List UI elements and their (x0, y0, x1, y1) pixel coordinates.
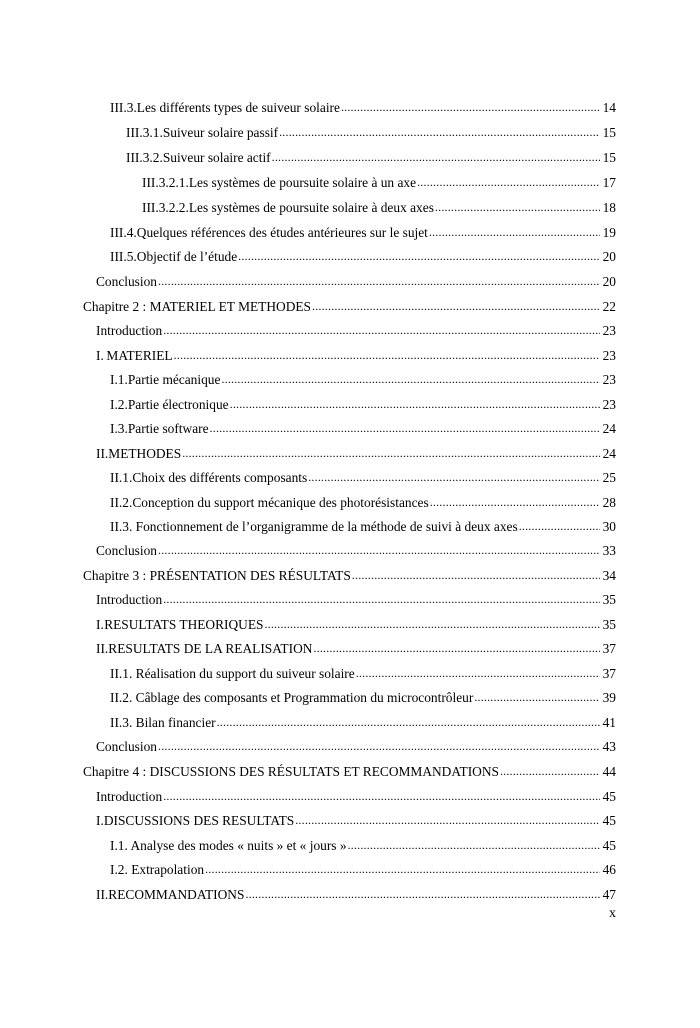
toc-entry-title: Quelques références des études antérieures sur le sujet (136, 225, 428, 240)
toc-entry-number: I.3. (110, 421, 128, 436)
toc-entry-number: I. (96, 813, 104, 828)
toc-entry[interactable] (126, 123, 616, 143)
toc-entry-number: III.3. (110, 100, 137, 115)
dot-leader (210, 418, 600, 438)
toc-entry-number: II. (96, 887, 109, 902)
toc-entry[interactable] (142, 198, 616, 218)
toc-entry-page: 45 (602, 813, 616, 828)
toc-entry-title: Conclusion (96, 543, 158, 558)
dot-leader (174, 345, 600, 365)
toc-entry-page: 35 (602, 592, 616, 607)
toc-entry-title: II.3. Bilan financier (110, 715, 216, 730)
toc-entry-number: III.4. (110, 225, 137, 240)
toc-entry-title: MATERIEL (106, 348, 173, 363)
toc-entry-page: 37 (602, 666, 616, 681)
toc-entry-title: Partie software (127, 421, 209, 436)
dot-leader (230, 394, 600, 414)
dot-leader (245, 884, 600, 904)
toc-entry-title: Introduction (96, 789, 163, 804)
toc-entry-page: 15 (602, 150, 616, 165)
toc-entry-page: 45 (602, 789, 616, 804)
toc-entry-page: 30 (602, 519, 616, 534)
dot-leader (308, 467, 600, 487)
toc-entry[interactable] (110, 395, 616, 415)
toc-entry-title: Chapitre 2 : MATERIEL ET METHODES (83, 299, 311, 314)
toc-entry-page: 24 (602, 421, 616, 436)
dot-leader (295, 810, 600, 830)
toc-entry[interactable] (96, 811, 616, 831)
toc-entry-title: I.2. Extrapolation (110, 862, 205, 877)
toc-entry-number: III.3.2. (126, 150, 163, 165)
dot-leader (417, 172, 600, 192)
toc-entry-number: III.5. (110, 249, 137, 264)
toc-chapter-entry[interactable] (83, 297, 616, 317)
toc-entry-page: 23 (602, 323, 616, 338)
dot-leader (163, 320, 600, 340)
toc-entry[interactable] (96, 639, 616, 659)
toc-entry-page: 33 (602, 543, 616, 558)
toc-entry-title: Suiveur solaire actif (162, 150, 271, 165)
toc-entry-title: RESULTATS DE LA REALISATION (108, 641, 313, 656)
toc-entry-title: RECOMMANDATIONS (108, 887, 245, 902)
toc-entry-title: METHODES (108, 446, 182, 461)
toc-entry-page: 46 (602, 862, 616, 877)
dot-leader (313, 638, 600, 658)
toc-entry[interactable] (110, 370, 616, 390)
toc-entry-page: 14 (602, 100, 616, 115)
toc-entry[interactable] (142, 173, 616, 193)
dot-leader (158, 271, 600, 291)
toc-entry-title: II.2. Câblage des composants et Programmation du microcontrôleur (110, 690, 474, 705)
toc-entry-title: Conclusion (96, 739, 158, 754)
toc-chapter-entry[interactable] (83, 762, 616, 782)
toc-entry-page: 35 (602, 617, 616, 632)
toc-entry-page: 20 (602, 249, 616, 264)
toc-entry[interactable] (110, 247, 616, 267)
toc-entry-title: Conception du support mécanique des photorésistances (132, 495, 429, 510)
toc-entry-title: II.3. Fonctionnement de l’organigramme de la méthode de suivi à deux axes (110, 519, 518, 534)
toc-entry-number: II. (96, 641, 109, 656)
toc-entry-page: 45 (602, 838, 616, 853)
toc-entry-page: 37 (602, 641, 616, 656)
toc-entry-number: I. (96, 348, 104, 363)
toc-entry-title: Chapitre 4 : DISCUSSIONS DES RÉSULTATS ET RECOMMANDATIONS (83, 764, 499, 779)
toc-entry-title: RESULTATS THEORIQUES (104, 617, 264, 632)
toc-entry[interactable] (96, 590, 616, 610)
toc-entry-page: 19 (602, 225, 616, 240)
toc-entry[interactable] (110, 223, 616, 243)
toc-entry-title: Les différents types de suiveur solaire (136, 100, 340, 115)
dot-leader (474, 687, 600, 707)
toc-entry-page: 34 (602, 568, 616, 583)
toc-entry-title: DISCUSSIONS DES RESULTATS (103, 813, 295, 828)
toc-entry-number: I.1. (110, 372, 128, 387)
toc-entry-page: 41 (602, 715, 616, 730)
toc-entry-page: 47 (602, 887, 616, 902)
toc-entry-page: 43 (602, 739, 616, 754)
toc-entry[interactable] (96, 737, 616, 757)
toc-entry[interactable] (110, 836, 616, 856)
toc-entry-title: I.1. Analyse des modes « nuits » et « jours » (110, 838, 347, 853)
toc-entry[interactable] (110, 98, 616, 118)
dot-leader (435, 197, 600, 217)
dot-leader (217, 712, 600, 732)
toc-entry[interactable] (96, 541, 616, 561)
toc-entry-number: III.3.1. (126, 125, 163, 140)
toc-entry-number: II.1. (110, 470, 133, 485)
toc-entry-page: 28 (602, 495, 616, 510)
toc-entry-title: Partie électronique (127, 397, 229, 412)
toc-entry-page: 22 (602, 299, 616, 314)
toc-entry-title: Introduction (96, 323, 163, 338)
toc-entry-number: III.3.2.1. (142, 175, 189, 190)
dot-leader (500, 761, 600, 781)
toc-entry[interactable] (96, 885, 616, 905)
toc-entry-title: Choix des différents composants (132, 470, 308, 485)
toc-entry[interactable] (110, 664, 616, 684)
toc-entry-title: Suiveur solaire passif (162, 125, 279, 140)
dot-leader (430, 492, 600, 512)
dot-leader (158, 540, 600, 560)
toc-entry[interactable] (96, 272, 616, 292)
toc-entry-page: 44 (602, 764, 616, 779)
toc-entry[interactable] (110, 517, 616, 537)
toc-entry-page: 23 (602, 372, 616, 387)
toc-entry-page: 17 (602, 175, 616, 190)
toc-entry-title: II.1. Réalisation du support du suiveur solaire (110, 666, 355, 681)
dot-leader (163, 786, 600, 806)
toc-entry-page: 39 (602, 690, 616, 705)
toc-entry-page: 15 (602, 125, 616, 140)
dot-leader (519, 516, 600, 536)
toc-entry-page: 25 (602, 470, 616, 485)
toc-entry[interactable] (110, 860, 616, 880)
toc-entry-number: I. (96, 617, 104, 632)
toc-entry[interactable] (96, 321, 616, 341)
toc-entry[interactable] (110, 468, 616, 488)
toc-entry-page: 20 (602, 274, 616, 289)
toc-entry-page: 23 (602, 348, 616, 363)
toc-entry[interactable] (110, 419, 616, 439)
toc-entry[interactable] (96, 444, 616, 464)
toc-entry-page: 18 (602, 200, 616, 215)
toc-entry-number: I.2. (110, 397, 128, 412)
toc-entry-number: III.3.2.2. (142, 200, 189, 215)
dot-leader (279, 122, 600, 142)
dot-leader (272, 147, 600, 167)
toc-entry-title: Les systèmes de poursuite solaire à un axe (188, 175, 417, 190)
toc-entry-page: 23 (602, 397, 616, 412)
toc-entry-title: Chapitre 3 : PRÉSENTATION DES RÉSULTATS (83, 568, 351, 583)
dot-leader (356, 663, 600, 683)
dot-leader (352, 565, 600, 585)
dot-leader (312, 296, 600, 316)
dot-leader (429, 222, 600, 242)
toc-chapter-entry[interactable] (83, 566, 616, 586)
toc-entry-title: Les systèmes de poursuite solaire à deux axes (188, 200, 434, 215)
page-number: x (609, 906, 616, 921)
dot-leader (264, 614, 600, 634)
toc-entry[interactable] (110, 688, 616, 708)
toc-entry-page: 24 (602, 446, 616, 461)
dot-leader (238, 246, 600, 266)
toc-entry-title: Introduction (96, 592, 163, 607)
toc-entry[interactable] (110, 713, 616, 733)
toc-entry[interactable] (126, 148, 616, 168)
toc-entry-title: Conclusion (96, 274, 158, 289)
toc-entry[interactable] (96, 615, 616, 635)
dot-leader (182, 443, 600, 463)
toc-entry[interactable] (96, 787, 616, 807)
toc-entry-title: Partie mécanique (127, 372, 221, 387)
toc-entry-number: II. (96, 446, 109, 461)
toc-entry-number: II.2. (110, 495, 133, 510)
dot-leader (158, 736, 600, 756)
dot-leader (348, 835, 600, 855)
dot-leader (205, 859, 600, 879)
toc-entry[interactable] (96, 346, 616, 366)
toc-entry[interactable] (110, 493, 616, 513)
dot-leader (163, 589, 600, 609)
dot-leader (341, 97, 600, 117)
dot-leader (221, 369, 600, 389)
toc-entry-title: Objectif de l’étude (136, 249, 238, 264)
